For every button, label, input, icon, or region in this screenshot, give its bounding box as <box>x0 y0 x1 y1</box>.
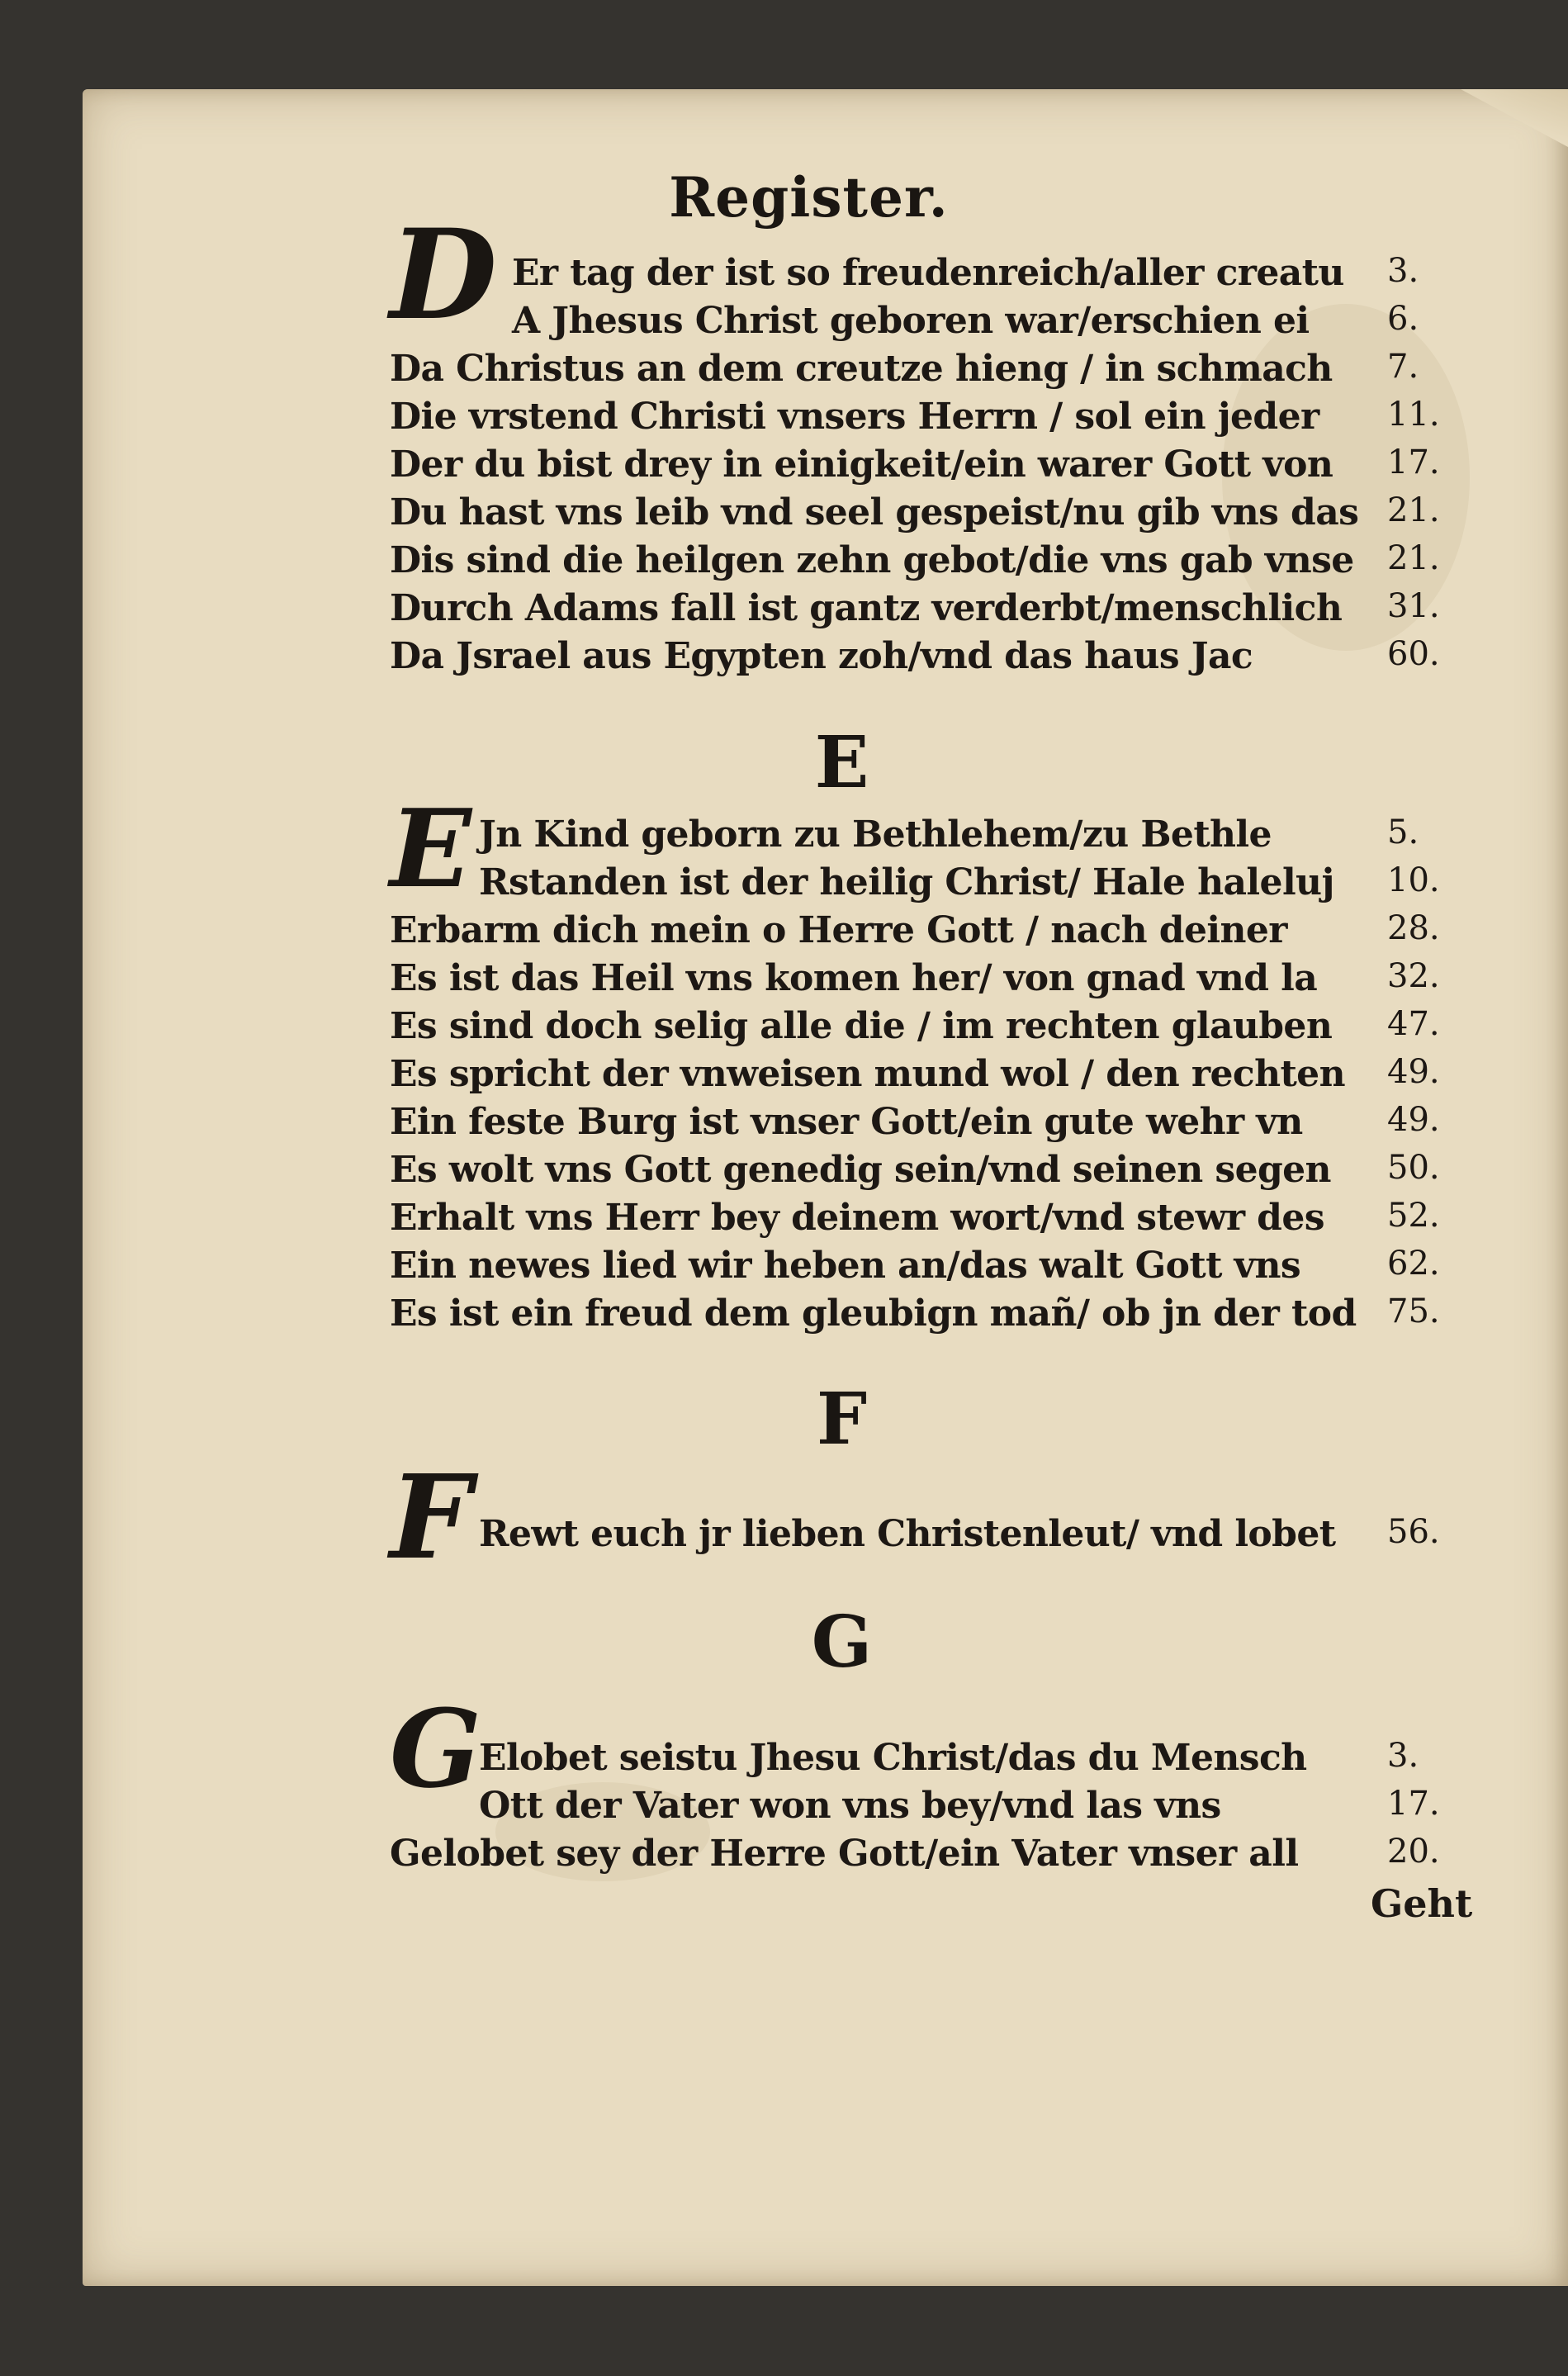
list-item: Er tag der ist so freudenreich/aller creatu 3. <box>512 252 1419 294</box>
section-letter-g: G <box>811 1601 873 1684</box>
list-item: Rewt euch jr lieben Christenleut/ vnd lobet 56. <box>479 1513 1440 1555</box>
initial-d: D <box>390 202 498 348</box>
initial-f: F <box>390 1450 472 1586</box>
list-item: Ein newes lied wir heben an/das walt Gott vns 62. <box>390 1245 1440 1287</box>
list-item: A Jhesus Christ geboren war/erschien ei 6. <box>512 300 1419 342</box>
initial-g: G <box>390 1686 482 1812</box>
list-item: Ott der Vater won vns bey/vnd las vns 17. <box>479 1785 1440 1827</box>
list-item: Durch Adams fall ist gantz verderbt/menschlich 31. <box>390 587 1440 629</box>
list-item: Da Christus an dem creutze hieng / in schmach 7. <box>390 348 1419 390</box>
list-item: Es wolt vns Gott genedig sein/vnd seinen segen 50. <box>390 1149 1440 1191</box>
list-item: Erhalt vns Herr bey deinem wort/vnd stewr des 52. <box>390 1197 1440 1239</box>
catchword: Geht <box>1371 1881 1473 1926</box>
initial-e: E <box>390 785 472 912</box>
page-corner-fold <box>1461 89 1568 147</box>
section-letter-e: E <box>814 721 869 804</box>
list-item: Rstanden ist der heilig Christ/ Hale haleluj 10. <box>479 861 1440 903</box>
section-letter-f: F <box>816 1378 868 1461</box>
list-item: Die vrstend Christi vnsers Herrn / sol ein jeder 11. <box>390 396 1440 438</box>
register-title: Register. <box>669 165 949 230</box>
list-item: Elobet seistu Jhesu Christ/das du Mensch 3. <box>479 1737 1419 1779</box>
list-item: Es spricht der vnweisen mund wol / den rechten 49. <box>390 1053 1440 1095</box>
list-item: Dis sind die heilgen zehn gebot/die vns gab vnse 21. <box>390 539 1440 581</box>
list-item: Es ist ein freud dem gleubign mañ/ ob jn der tod 75. <box>390 1292 1440 1335</box>
list-item: Ein feste Burg ist vnser Gott/ein gute wehr vn 49. <box>390 1101 1440 1143</box>
list-item: Es ist das Heil vns komen her/ von gnad vnd la 32. <box>390 957 1440 999</box>
list-item: Es sind doch selig alle die / im rechten glauben 47. <box>390 1005 1440 1047</box>
list-item: Gelobet sey der Herre Gott/ein Vater vnser all 20. <box>390 1833 1440 1875</box>
list-item: Der du bist drey in einigkeit/ein warer Gott von 17. <box>390 443 1440 486</box>
list-item: Du hast vns leib vnd seel gespeist/nu gib vns das 21. <box>390 491 1440 534</box>
book-page <box>83 89 1568 2286</box>
list-item: Da Jsrael aus Egypten zoh/vnd das haus Jac 60. <box>390 635 1440 677</box>
list-item: Erbarm dich mein o Herre Gott / nach deiner 28. <box>390 909 1440 951</box>
list-item: Jn Kind geborn zu Bethlehem/zu Bethle 5. <box>479 813 1419 856</box>
